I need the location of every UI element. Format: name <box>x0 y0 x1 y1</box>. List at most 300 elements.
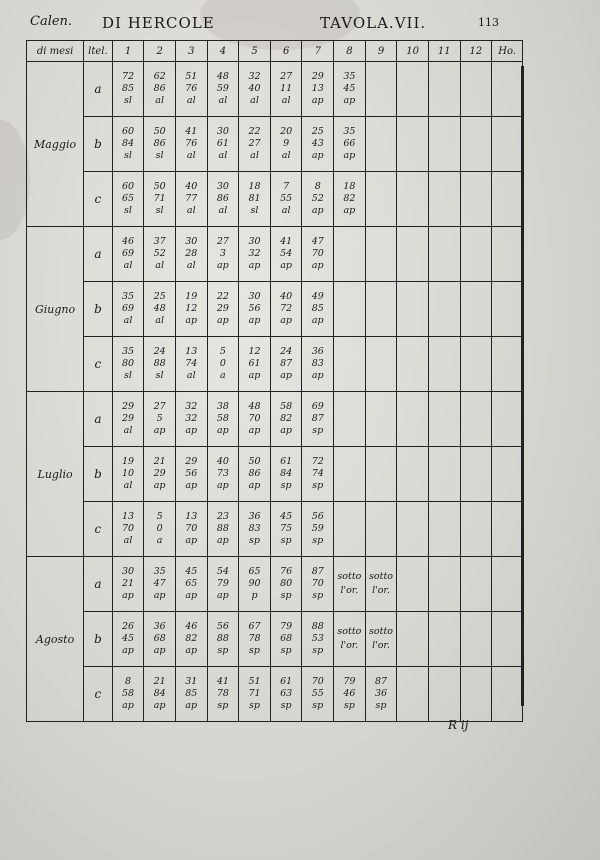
cell-value: 68 <box>153 633 166 644</box>
cell-value: 27 <box>216 236 229 247</box>
cell-value: ap <box>311 315 324 326</box>
value-cell <box>365 117 397 172</box>
value-cell <box>144 667 176 722</box>
col-head-hour: 10 <box>397 41 429 62</box>
cell-value: 82 <box>343 193 356 204</box>
value-cell <box>365 337 397 392</box>
cell-value: 28 <box>185 248 198 259</box>
cell-value: sp <box>280 535 292 546</box>
value-cell <box>239 337 271 392</box>
cell-value: 82 <box>185 633 198 644</box>
value-cell <box>112 172 144 227</box>
cell-value: 30 <box>248 291 261 302</box>
cell-value: sp <box>312 480 324 491</box>
value-cell <box>270 667 302 722</box>
cell-value: 72 <box>121 71 135 82</box>
table-row <box>27 502 523 557</box>
value-cell <box>428 172 460 227</box>
cell-value: 29 <box>153 468 166 479</box>
row-letter: a <box>84 227 113 282</box>
cell-value: 62 <box>153 71 166 82</box>
cell-value: 53 <box>311 633 324 644</box>
cell-value: sp <box>312 535 324 546</box>
cell-value: 49 <box>311 291 324 302</box>
value-cell <box>239 502 271 557</box>
col-head-letter: ltel. <box>84 41 113 62</box>
cell-value: 30 <box>216 181 229 192</box>
table-row <box>27 392 523 447</box>
cell-value: al <box>281 205 291 216</box>
cell-value: 30 <box>216 126 229 137</box>
cell-value: 21 <box>153 676 166 687</box>
cell-value: 40 <box>216 456 229 467</box>
value-cell <box>397 557 429 612</box>
value-cell <box>175 172 207 227</box>
cell-value: 87 <box>374 676 388 687</box>
value-cell <box>428 502 460 557</box>
col-head-ho: Ho. <box>492 41 523 62</box>
cell-value: 66 <box>343 138 356 149</box>
cell-value: ap <box>311 150 324 161</box>
cell-value: 8 <box>314 181 321 192</box>
cell-value: 69 <box>311 401 324 412</box>
value-cell <box>397 172 429 227</box>
value-cell <box>207 282 239 337</box>
value-cell <box>302 502 334 557</box>
cell-value: ap <box>248 370 261 381</box>
header-left: Calen. <box>30 14 73 29</box>
cell-value: 70 <box>311 676 324 687</box>
cell-value: ap <box>122 590 134 601</box>
cell-value: ap <box>122 700 134 711</box>
cell-value: 40 <box>185 181 198 192</box>
cell-value: ap <box>248 480 261 491</box>
cell-value: sp <box>280 645 292 656</box>
value-cell <box>428 612 460 667</box>
cell-value: 76 <box>280 566 293 577</box>
value-cell <box>112 392 144 447</box>
month-label: Luglio <box>27 392 84 557</box>
value-cell <box>270 392 302 447</box>
cell-value: 72 <box>311 456 324 467</box>
cell-value: 81 <box>248 193 261 204</box>
cell-value: ap <box>343 205 356 216</box>
month-label: Maggio <box>27 62 84 227</box>
cell-value: 61 <box>248 358 261 369</box>
cell-value: 30 <box>248 236 261 247</box>
table-row <box>27 62 523 117</box>
cell-value: 46 <box>343 688 356 699</box>
col-head-hour: 2 <box>144 41 176 62</box>
value-cell <box>334 667 366 722</box>
cell-value: ap <box>248 260 261 271</box>
month-label: Giugno <box>27 227 84 392</box>
row-letter: b <box>84 117 113 172</box>
cell-value: 45 <box>185 566 198 577</box>
column-header-row <box>27 41 523 62</box>
cell-value: al <box>218 95 228 106</box>
cell-value: sp <box>312 425 324 436</box>
cell-value: 71 <box>248 688 261 699</box>
value-cell <box>144 227 176 282</box>
value-cell <box>428 447 460 502</box>
cell-value: sp <box>249 535 260 546</box>
value-cell <box>239 282 271 337</box>
cell-value: 56 <box>248 303 261 314</box>
cell-value: 50 <box>153 126 166 137</box>
cell-value: ap <box>280 425 293 436</box>
value-cell <box>365 667 397 722</box>
cell-value: 11 <box>280 83 293 94</box>
cell-value: 74 <box>185 358 198 369</box>
value-cell <box>175 227 207 282</box>
cell-value: 86 <box>153 138 166 149</box>
cell-value: ap <box>185 315 198 326</box>
value-cell <box>144 337 176 392</box>
value-cell <box>270 172 302 227</box>
sotto-note: sotto l'or. <box>369 571 393 596</box>
cell-value: 37 <box>153 236 166 247</box>
cell-value: sp <box>217 700 229 711</box>
value-cell <box>302 337 334 392</box>
cell-value: 8 <box>124 676 132 687</box>
value-cell <box>207 117 239 172</box>
cell-value: 83 <box>311 358 324 369</box>
value-cell <box>144 392 176 447</box>
row-letter: c <box>84 502 113 557</box>
cell-value: 5 <box>156 413 163 424</box>
cell-value: sp <box>343 700 355 711</box>
cell-value: 54 <box>216 566 229 577</box>
cell-value: 25 <box>153 291 166 302</box>
cell-value: 41 <box>280 236 293 247</box>
value-cell <box>365 502 397 557</box>
cell-value: 35 <box>121 291 135 302</box>
row-letter: a <box>84 62 113 117</box>
cell-value: 26 <box>121 621 135 632</box>
cell-value: 40 <box>248 83 261 94</box>
value-cell <box>175 447 207 502</box>
value-cell <box>428 62 460 117</box>
cell-value: 36 <box>311 346 324 357</box>
value-cell <box>334 557 366 612</box>
cell-value: 25 <box>311 126 324 137</box>
cell-value: 24 <box>153 346 166 357</box>
value-cell <box>460 557 492 612</box>
cell-value: ap <box>153 645 166 656</box>
cell-value: 88 <box>216 523 229 534</box>
ho-cell <box>492 172 523 227</box>
cell-value: 74 <box>311 468 324 479</box>
cell-value: 31 <box>185 676 198 687</box>
cell-value: 87 <box>280 358 293 369</box>
value-cell <box>144 557 176 612</box>
row-letter: c <box>84 337 113 392</box>
cell-value: al <box>186 150 196 161</box>
value-cell <box>112 557 144 612</box>
value-cell <box>397 667 429 722</box>
cell-value: sl <box>124 95 132 106</box>
cell-value: 22 <box>216 291 229 302</box>
cell-value: 41 <box>185 126 198 137</box>
ho-cell <box>492 447 523 502</box>
col-head-hour: 5 <box>239 41 271 62</box>
cell-value: ap <box>122 645 134 656</box>
cell-value: sp <box>249 645 260 656</box>
cell-value: 35 <box>343 71 356 82</box>
value-cell <box>302 227 334 282</box>
cell-value: 60 <box>121 181 135 192</box>
value-cell <box>239 667 271 722</box>
cell-value: sl <box>124 205 132 216</box>
cell-value: 88 <box>216 633 229 644</box>
cell-value: 86 <box>216 193 229 204</box>
value-cell <box>460 227 492 282</box>
cell-value: 9 <box>283 138 290 149</box>
value-cell <box>207 502 239 557</box>
cell-value: ap <box>185 425 198 436</box>
value-cell <box>460 337 492 392</box>
page-header <box>30 14 545 38</box>
cell-value: sl <box>155 150 164 161</box>
cell-value: ap <box>248 425 261 436</box>
cell-value: 51 <box>185 71 198 82</box>
value-cell <box>112 282 144 337</box>
value-cell <box>334 117 366 172</box>
cell-value: ap <box>217 260 229 271</box>
table-row <box>27 117 523 172</box>
cell-value: 32 <box>185 413 198 424</box>
value-cell <box>460 172 492 227</box>
value-cell <box>144 447 176 502</box>
cell-value: 51 <box>248 676 261 687</box>
value-cell <box>207 447 239 502</box>
cell-value: 75 <box>280 523 293 534</box>
cell-value: 69 <box>121 248 135 259</box>
value-cell <box>270 227 302 282</box>
value-cell <box>175 557 207 612</box>
row-letter: c <box>84 172 113 227</box>
cell-value: 68 <box>280 633 293 644</box>
cell-value: al <box>123 315 133 326</box>
value-cell <box>207 62 239 117</box>
cell-value: 18 <box>343 181 356 192</box>
row-letter: b <box>84 282 113 337</box>
col-head-hour: 1 <box>112 41 144 62</box>
value-cell <box>302 612 334 667</box>
cell-value: 0 <box>156 523 163 534</box>
cell-value: 79 <box>216 578 229 589</box>
cell-value: ap <box>343 95 356 106</box>
cell-value: ap <box>280 260 293 271</box>
cell-value: 61 <box>280 456 293 467</box>
cell-value: ap <box>311 205 324 216</box>
cell-value: 80 <box>121 358 135 369</box>
cell-value: 30 <box>121 566 135 577</box>
cell-value: 29 <box>121 413 135 424</box>
cell-value: 21 <box>153 456 166 467</box>
col-head-hour: 6 <box>270 41 302 62</box>
signature-mark: R ij <box>448 718 469 732</box>
cell-value: 79 <box>343 676 356 687</box>
cell-value: 55 <box>311 688 324 699</box>
value-cell <box>302 447 334 502</box>
cell-value: 58 <box>121 688 135 699</box>
cell-value: ap <box>153 480 166 491</box>
sotto-note: sotto l'or. <box>337 571 362 596</box>
value-cell <box>365 172 397 227</box>
cell-value: ap <box>343 150 356 161</box>
row-letter: a <box>84 557 113 612</box>
value-cell <box>334 337 366 392</box>
cell-value: 59 <box>311 523 324 534</box>
cell-value: 76 <box>185 83 198 94</box>
cell-value: sp <box>312 590 324 601</box>
cell-value: al <box>123 260 133 271</box>
value-cell <box>270 502 302 557</box>
value-cell <box>239 612 271 667</box>
cell-value: al <box>123 535 133 546</box>
cell-value: 78 <box>216 688 229 699</box>
value-cell <box>397 282 429 337</box>
cell-value: 70 <box>311 578 324 589</box>
cell-value: al <box>281 150 291 161</box>
ho-cell <box>492 612 523 667</box>
col-head-hour: 4 <box>207 41 239 62</box>
cell-value: 56 <box>185 468 198 479</box>
cell-value: 72 <box>280 303 293 314</box>
cell-value: 48 <box>216 71 229 82</box>
value-cell <box>302 392 334 447</box>
cell-value: 3 <box>219 248 226 259</box>
col-head-hour: 11 <box>428 41 460 62</box>
cell-value: 36 <box>374 688 388 699</box>
value-cell <box>428 282 460 337</box>
cell-value: 56 <box>216 621 229 632</box>
cell-value: 82 <box>280 413 293 424</box>
cell-value: 30 <box>185 236 198 247</box>
month-label: Agosto <box>27 557 84 722</box>
cell-value: sp <box>280 590 292 601</box>
cell-value: 32 <box>248 71 261 82</box>
cell-value: 35 <box>343 126 356 137</box>
value-cell <box>334 62 366 117</box>
value-cell <box>334 172 366 227</box>
value-cell <box>428 557 460 612</box>
cell-value: ap <box>185 535 198 546</box>
value-cell <box>112 612 144 667</box>
value-cell <box>365 392 397 447</box>
value-cell <box>239 172 271 227</box>
table-row <box>27 337 523 392</box>
cell-value: 38 <box>216 401 229 412</box>
cell-value: al <box>281 95 291 106</box>
value-cell <box>112 337 144 392</box>
cell-value: 61 <box>216 138 229 149</box>
cell-value: ap <box>217 590 229 601</box>
cell-value: 32 <box>185 401 198 412</box>
col-head-dimesi: di mesi <box>27 41 84 62</box>
cell-value: ap <box>311 260 324 271</box>
table-row <box>27 282 523 337</box>
value-cell <box>270 117 302 172</box>
cell-value: 65 <box>185 578 198 589</box>
cell-value: 87 <box>311 413 324 424</box>
cell-value: 32 <box>248 248 261 259</box>
cell-value: sp <box>217 645 229 656</box>
cell-value: al <box>218 205 228 216</box>
value-cell <box>207 337 239 392</box>
value-cell <box>397 502 429 557</box>
cell-value: sp <box>249 700 260 711</box>
cell-value: 43 <box>311 138 324 149</box>
cell-value: al <box>155 315 164 326</box>
cell-value: 76 <box>185 138 198 149</box>
cell-value: al <box>250 150 259 161</box>
value-cell <box>365 282 397 337</box>
ho-cell <box>492 502 523 557</box>
cell-value: 70 <box>121 523 135 534</box>
col-head-hour: 9 <box>365 41 397 62</box>
value-cell <box>365 557 397 612</box>
value-cell <box>428 392 460 447</box>
header-title: DI HERCOLE <box>102 14 215 32</box>
ho-cell <box>492 667 523 722</box>
value-cell <box>144 612 176 667</box>
cell-value: ap <box>153 590 166 601</box>
value-cell <box>239 447 271 502</box>
right-rule <box>521 66 524 706</box>
cell-value: 48 <box>248 401 261 412</box>
col-head-hour: 8 <box>334 41 366 62</box>
ho-cell <box>492 62 523 117</box>
cell-value: 90 <box>248 578 261 589</box>
cell-value: ap <box>280 370 293 381</box>
cell-value: 85 <box>311 303 324 314</box>
cell-value: 45 <box>280 511 293 522</box>
cell-value: 22 <box>248 126 261 137</box>
value-cell <box>144 502 176 557</box>
cell-value: a <box>156 535 163 546</box>
cell-value: 12 <box>248 346 261 357</box>
cell-value: 29 <box>185 456 198 467</box>
cell-value: sl <box>155 205 164 216</box>
cell-value: 70 <box>185 523 198 534</box>
cell-value: 52 <box>153 248 166 259</box>
cell-value: al <box>123 425 133 436</box>
cell-value: 55 <box>280 193 293 204</box>
cell-value: 7 <box>283 181 290 192</box>
cell-value: 29 <box>121 401 135 412</box>
header-tavola: TAVOLA.VII. <box>320 14 427 32</box>
cell-value: al <box>186 205 196 216</box>
value-cell <box>334 392 366 447</box>
value-cell <box>428 227 460 282</box>
cell-value: sp <box>312 700 324 711</box>
cell-value: ap <box>153 425 166 436</box>
value-cell <box>270 62 302 117</box>
value-cell <box>334 447 366 502</box>
cell-value: ap <box>185 480 198 491</box>
value-cell <box>239 62 271 117</box>
row-letter: b <box>84 612 113 667</box>
cell-value: 84 <box>153 688 166 699</box>
cell-value: al <box>186 260 196 271</box>
col-head-hour: 7 <box>302 41 334 62</box>
cell-value: p <box>251 590 258 601</box>
cell-value: 85 <box>185 688 198 699</box>
value-cell <box>270 447 302 502</box>
